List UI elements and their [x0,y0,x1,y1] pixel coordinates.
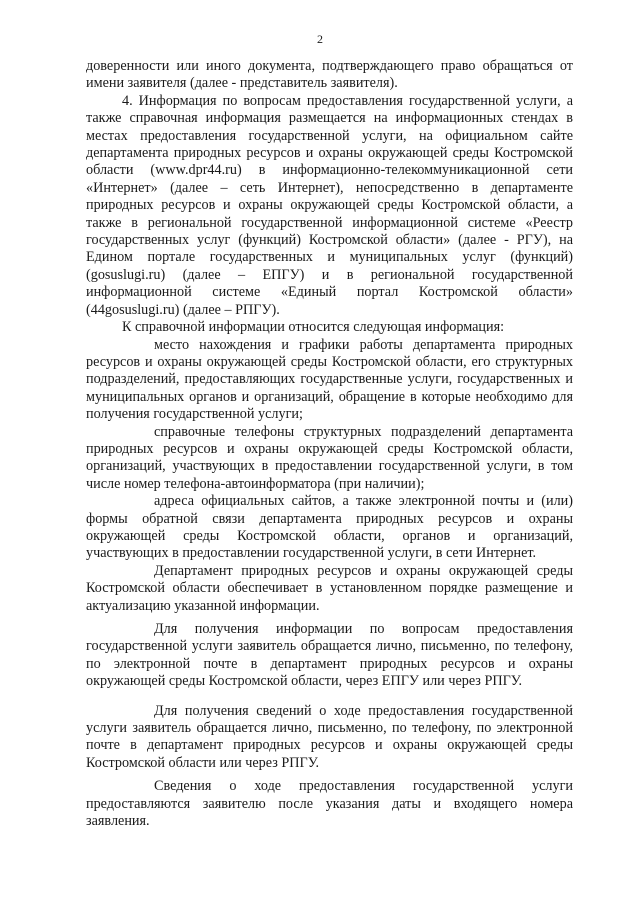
paragraph-locations: место нахождения и графики работы департамента природных ресурсов и охраны окружающей среды Костромской области, его структурных подразделений, предоставляющих государственные услуги, государственных и муниципальных органов и организаций, обращение в которые необходимо для получения государственной услуги; [86,336,573,423]
page-number: 2 [317,32,323,46]
paragraph-reference-intro: К справочной информации относится следующая информация: [122,319,505,336]
paragraph-item-4: 4. Информация по вопросам предоставления государственной услуги, а также справочная информация размещается на информационных стендах в местах предоставления государственной услуги, на официальном сайте департамента природных ресурсов и охраны окружающей среды Костромской области (www.dpr44.ru) в информационно-телекоммуникационной сети «Интернет» (далее – сеть Интернет), непосредственно в департаменте природных ресурсов и охраны окружающей среды Костромской области, а также в региональной государственной информационной системе «Реестр государственных услуг (функций) Костромской области» (далее - РГУ), на Едином портале государственных и муниципальных услуг (функций) (gosuslugi.ru) (далее – ЕПГУ) и в региональной государственной информационной системе «Единый портал Костромской области» (44gosuslugi.ru) (далее – РПГУ). [86,92,573,318]
paragraph-info-request: Для получения информации по вопросам предоставления государственной услуги заявитель обращается лично, письменно, по телефону, по электронной почте в департамент природных ресурсов и охраны окружающей среды Костромской области, через ЕПГУ или через РПГУ. [86,621,573,690]
paragraph-department-duty: Департамент природных ресурсов и охраны окружающей среды Костромской области обеспечивает в установленном порядке размещение и актуализацию указанной информации. [86,562,573,614]
paragraph-continuation: доверенности или иного документа, подтверждающего право обращаться от имени заявителя (далее - представитель заявителя). [86,58,573,92]
paragraph-addresses: адреса официальных сайтов, а также электронной почты и (или) формы обратной связи департамента природных ресурсов и охраны окружающей среды Костромской области, органов и организаций, участвующих в предоставлении государственной услуги, в сети Интернет. [86,493,573,562]
paragraph-status-info: Сведения о ходе предоставления государственной услуги предоставляются заявителю после указания даты и входящего номера заявления. [86,778,573,830]
paragraph-phones: справочные телефоны структурных подразделений департамента природных ресурсов и охраны окружающей среды Костромской области, организаций, участвующих в предоставлении государственной услуги, в том числе номер телефона-автоинформатора (при наличии); [86,423,573,492]
document-body [86,58,573,830]
paragraph-status-request: Для получения сведений о ходе предоставления государственной услуги заявитель обращается лично, письменно, по телефону, по электронной почте в департамент природных ресурсов и охраны окружающей среды Костромской области или через РПГУ. [86,702,573,771]
